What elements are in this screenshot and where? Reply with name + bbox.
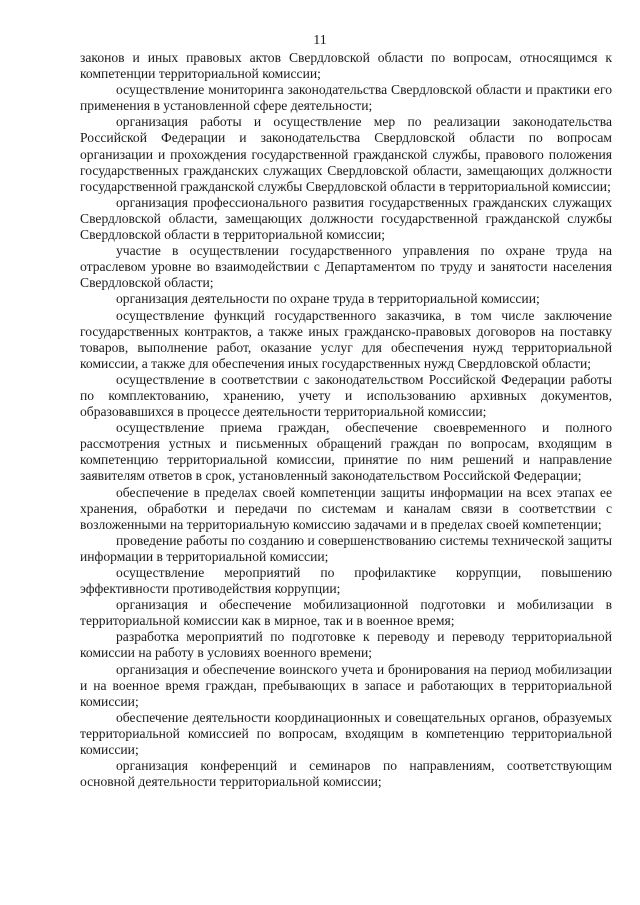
paragraph: организация работы и осуществление мер по реализации законодательства Российской Федерации и законодательства Свердловской области по вопросам организации и прохождения государственной гражданской службы, правового положения государственных гражданских служащих Свердловской области, замещающих должности государственной гражданской службы Свердловской области в территориальной комиссии; <box>80 114 612 194</box>
paragraph: обеспечение деятельности координационных и совещательных органов, образуемых территориальной комиссией по вопросам, входящим в компетенцию территориальной комиссии; <box>80 709 612 758</box>
paragraph: организация и обеспечение воинского учета и бронирования на период мобилизации и на военное время граждан, пребывающих в запасе и работающих в территориальной комиссии; <box>80 661 612 709</box>
paragraph: осуществление мероприятий по профилактике коррупции, повышению эффективности противодействия коррупции; <box>80 565 612 597</box>
paragraph: разработка мероприятий по подготовке к переводу и переводу территориальной комиссии на работу в условиях военного времени; <box>80 629 612 661</box>
paragraph: законов и иных правовых актов Свердловской области по вопросам, относящимся к компетенции территориальной комиссии; <box>80 50 612 82</box>
paragraph: осуществление мониторинга законодательства Свердловской области и практики его применения в установленной сфере деятельности; <box>80 82 612 114</box>
paragraph: организация конференций и семинаров по направлениям, соответствующим основной деятельности территориальной комиссии; <box>80 758 612 790</box>
paragraph: осуществление приема граждан, обеспечение своевременного и полного рассмотрения устных и письменных обращений граждан по вопросам, входящим в компетенцию территориальной комиссии, принятие по ним решений и направление заявителям ответов в срок, установленный законодательством Российской Федерации; <box>80 420 612 484</box>
paragraph: организация и обеспечение мобилизационной подготовки и мобилизации в территориальной комиссии как в мирное, так и в военное время; <box>80 597 612 629</box>
document-body <box>80 50 612 790</box>
paragraph: осуществление функций государственного заказчика, в том числе заключение государственных контрактов, а также иных гражданско-правовых договоров на поставку товаров, выполнение работ, оказание услуг для обеспечения нужд территориальной комиссии, а также для обеспечения иных государственных нужд Свердловской области; <box>80 307 612 371</box>
page-number: 11 <box>313 33 327 48</box>
paragraph: участие в осуществлении государственного управления по охране труда на отраслевом уровне во взаимодействии с Департаментом по труду и занятости населения Свердловской области; <box>80 243 612 291</box>
paragraph: организация профессионального развития государственных гражданских служащих Свердловской области, замещающих должности государственной гражданской службы Свердловской области в территориальной комиссии; <box>80 194 612 243</box>
paragraph: организация деятельности по охране труда в территориальной комиссии; <box>116 291 540 307</box>
paragraph: обеспечение в пределах своей компетенции защиты информации на всех этапах ее хранения, обработки и передачи по системам и каналам связи в соответствии с возложенными на территориальную комиссию задачами и в пределах своей компетенции; <box>80 484 612 532</box>
paragraph: осуществление в соответствии с законодательством Российской Федерации работы по комплектованию, хранению, учету и использованию архивных документов, образовавшихся в процессе деятельности территориальной комиссии; <box>80 371 612 420</box>
paragraph: проведение работы по созданию и совершенствованию системы технической защиты информации в территориальной комиссии; <box>80 532 612 564</box>
